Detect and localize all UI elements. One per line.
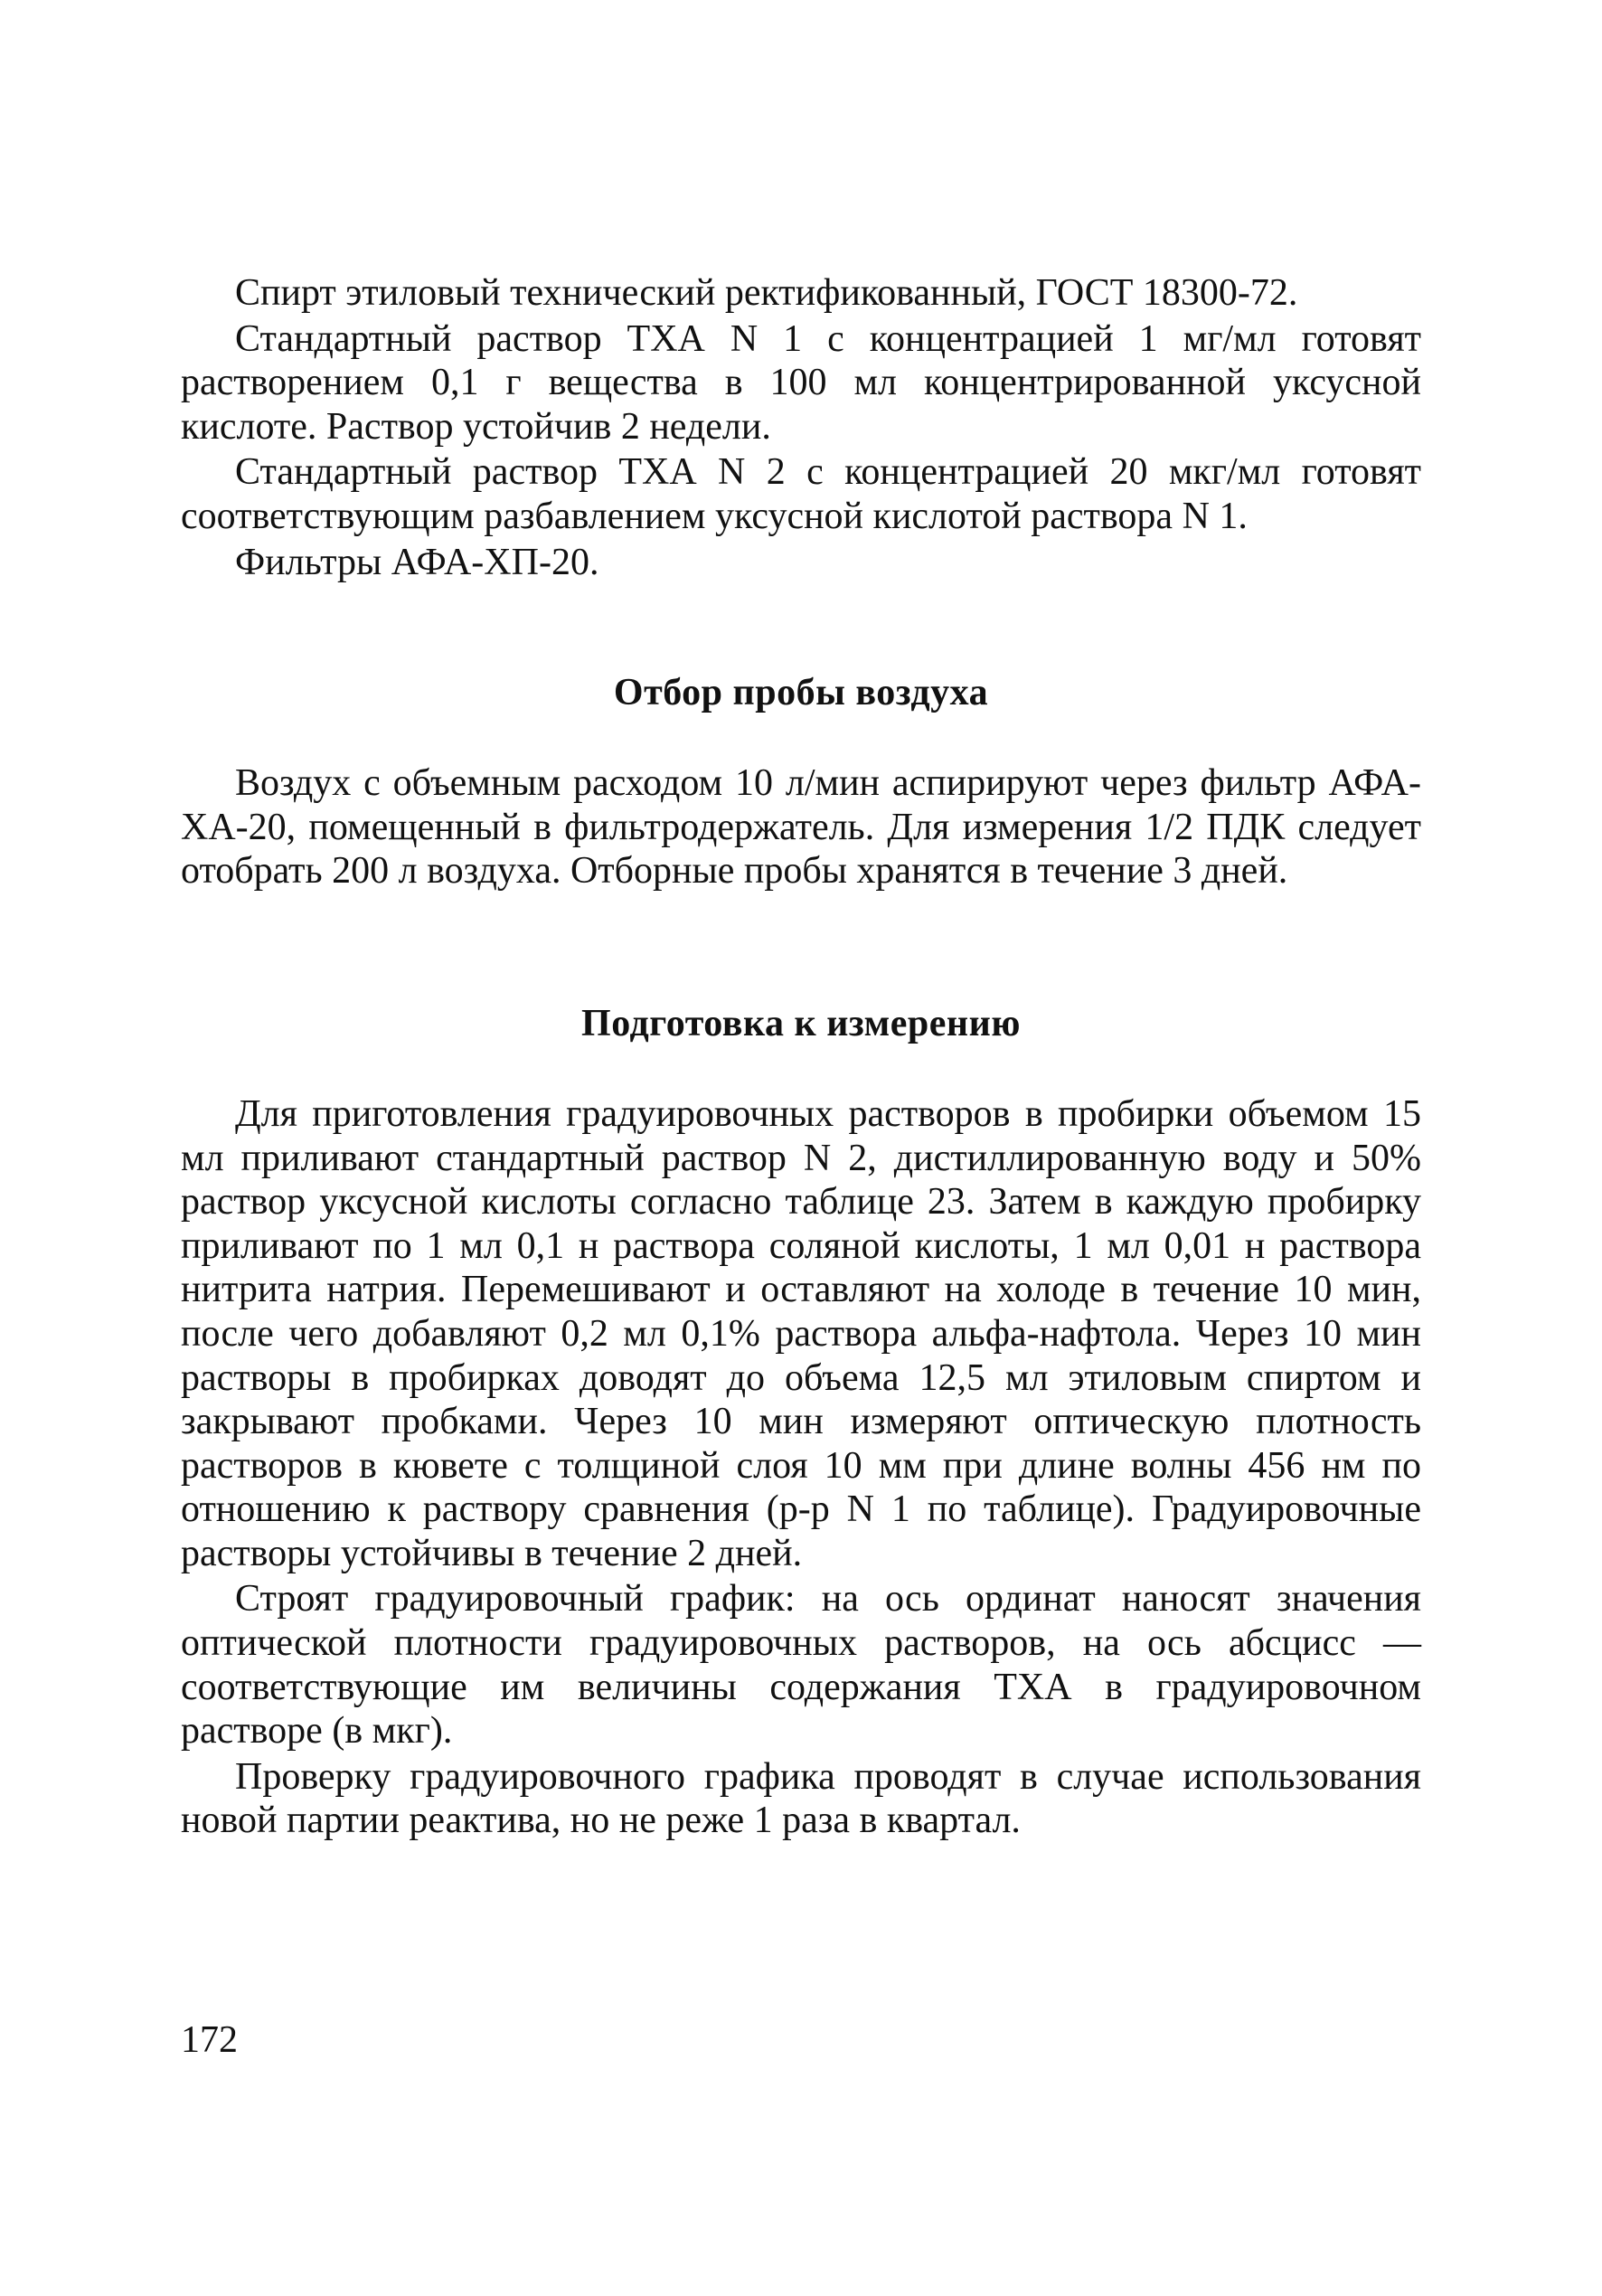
preparation-paragraph-calibration-solutions: Для приготовления градуировочных растворов в пробирки объемом 15 мл приливают стандартный раствор N 2, дистиллированную воду и 50% раствор уксусной кислоты согласно таблице 23. Затем в каждую пробирку приливают по 1 мл 0,1 н раствора соляной кислоты, 1 мл 0,01 н раствора нитрита натрия. Перемешивают и оставляют на холоде в течение 10 мин, после чего добавляют 0,2 мл 0,1% раствора альфа-нафтола. Через 10 мин растворы в пробирках доводят до объема 12,5 мл этиловым спиртом и закрывают пробками. Через 10 мин измеряют оптическую плотность растворов в кювете с толщиной слоя 10 мм при длине волны 456 нм по отношению к раствору сравнения (р-р N 1 по таблице). Градуировочные растворы устойчивы в течение 2 дней. (181, 1092, 1421, 1574)
preparation-heading: Подготовка к измерению (581, 1002, 1021, 1044)
reagent-filters: Фильтры АФА-ХП-20. (235, 541, 599, 583)
page-number: 172 (181, 2019, 238, 2061)
preparation-paragraph-graph-check: Проверку градуировочного графика проводят в случае использования новой партии реактива, но не реже 1 раза в квартал. (181, 1755, 1421, 1842)
reagent-ethanol: Спирт этиловый технический ректификованный, ГОСТ 18300-72. (235, 272, 1298, 314)
reagent-standard-solution-2: Стандартный раствор ТХА N 2 с концентрацией 20 мкг/мл готовят соответствующим разбавлением уксусной кислотой раствора N 1. (181, 451, 1421, 537)
sampling-paragraph: Воздух с объемным расходом 10 л/мин аспирируют через фильтр АФА-ХА-20, помещенный в фильтродержатель. Для измерения 1/2 ПДК следует отобрать 200 л воздуха. Отборные пробы хранятся в течение 3 дней. (181, 762, 1421, 893)
reagent-standard-solution-1: Стандартный раствор ТХА N 1 с концентрацией 1 мг/мл готовят растворением 0,1 г вещества в 100 мл концентрированной уксусной кислоте. Раствор устойчив 2 недели. (181, 317, 1421, 448)
document-page (181, 271, 1421, 1843)
reagents-section (181, 271, 1421, 584)
preparation-paragraph-calibration-graph: Строят градуировочный график: на ось ординат наносят значения оптической плотности градуировочных растворов, на ось абсцисс — соответствующие им величины содержания ТХА в градуировочном растворе (в мкг). (181, 1578, 1421, 1753)
sampling-section (181, 671, 1421, 893)
sampling-heading: Отбор пробы воздуха (613, 672, 989, 714)
preparation-section (181, 1002, 1421, 1843)
